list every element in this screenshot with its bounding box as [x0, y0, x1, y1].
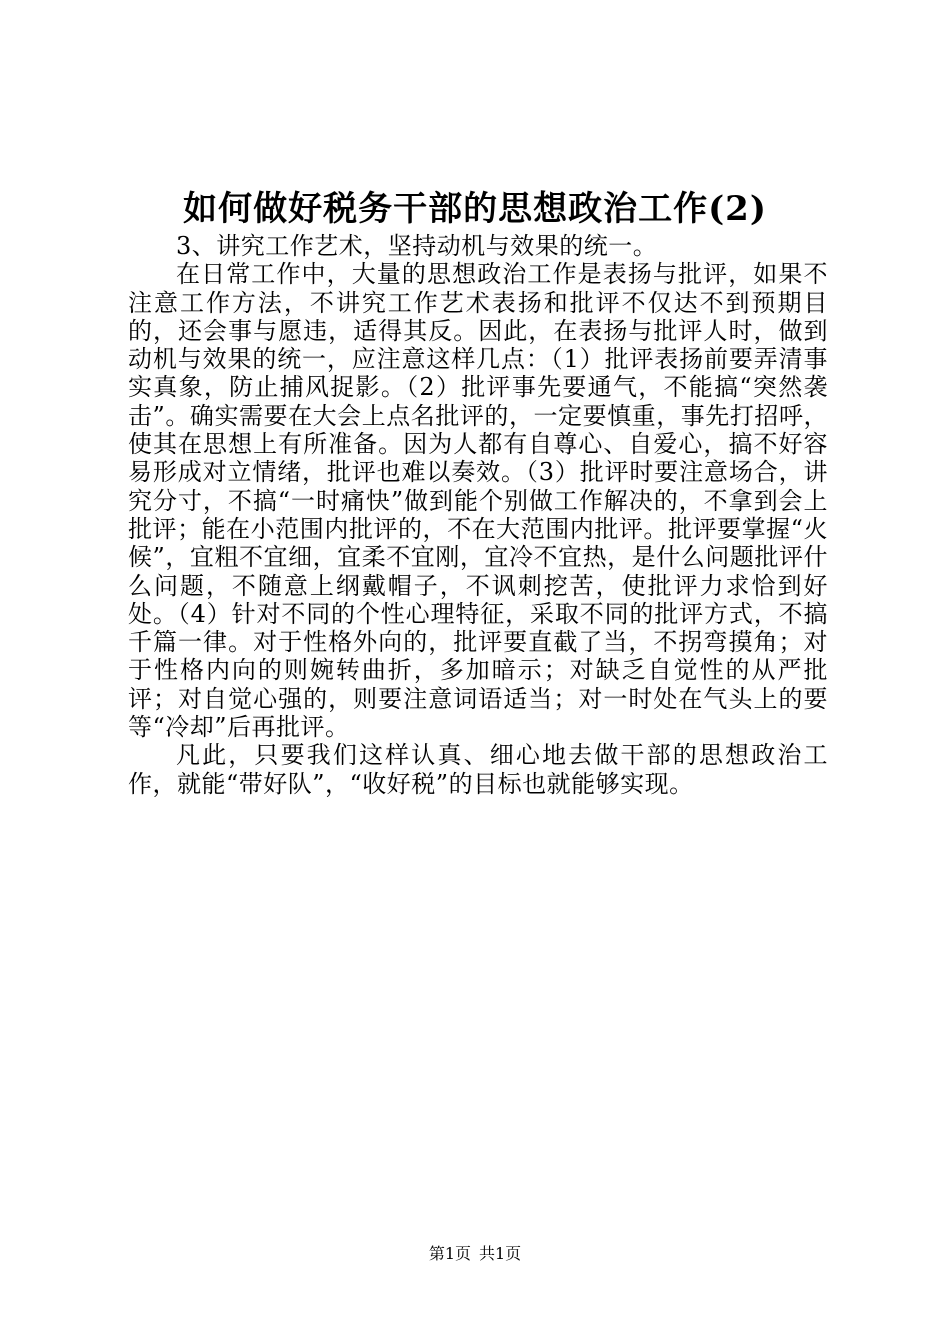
paragraph-section-heading: 3、讲究工作艺术，坚持动机与效果的统一。 [176, 232, 658, 260]
page-total: 共1页 [479, 1244, 522, 1263]
document-body [128, 232, 828, 798]
page-number: 第1页 [428, 1244, 471, 1263]
paragraph-conclusion: 凡此，只要我们这样认真、细心地去做干部的思想政治工作，就能“带好队”，“收好税”的目标也就能够实现。 [128, 741, 828, 798]
page-footer [0, 1243, 950, 1265]
paragraph-main: 在日常工作中，大量的思想政治工作是表扬与批评，如果不注意工作方法，不讲究工作艺术表扬和批评不仅达不到预期目的，还会事与愿违，适得其反。因此，在表扬与批评人时，做到动机与效果的统一，应注意这样几点：（1）批评表扬前要弄清事实真象，防止捕风捉影。（2）批评事先要通气，不能搞“突然袭击”。确实需要在大会上点名批评的，一定要慎重，事先打招呼，使其在思想上有所准备。因为人都有自尊心、自爱心，搞不好容易形成对立情绪，批评也难以奏效。（3）批评时要注意场合，讲究分寸，不搞“一时痛快”做到能个别做工作解决的，不拿到会上批评；能在小范围内批评的，不在大范围内批评。批评要掌握“火候”，宜粗不宜细，宜柔不宜刚，宜冷不宜热，是什么问题批评什么问题，不随意上纲戴帽子，不讽刺挖苦，使批评力求恰到好处。（4）针对不同的个性心理特征，采取不同的批评方式，不搞千篇一律。对于性格外向的，批评要直截了当，不拐弯摸角；对于性格内向的则婉转曲折，多加暗示；对缺乏自觉性的从严批评；对自觉心强的，则要注意词语适当；对一时处在气头上的要等“冷却”后再批评。 [128, 260, 828, 742]
document-title: 如何做好税务干部的思想政治工作(2) [183, 189, 767, 229]
